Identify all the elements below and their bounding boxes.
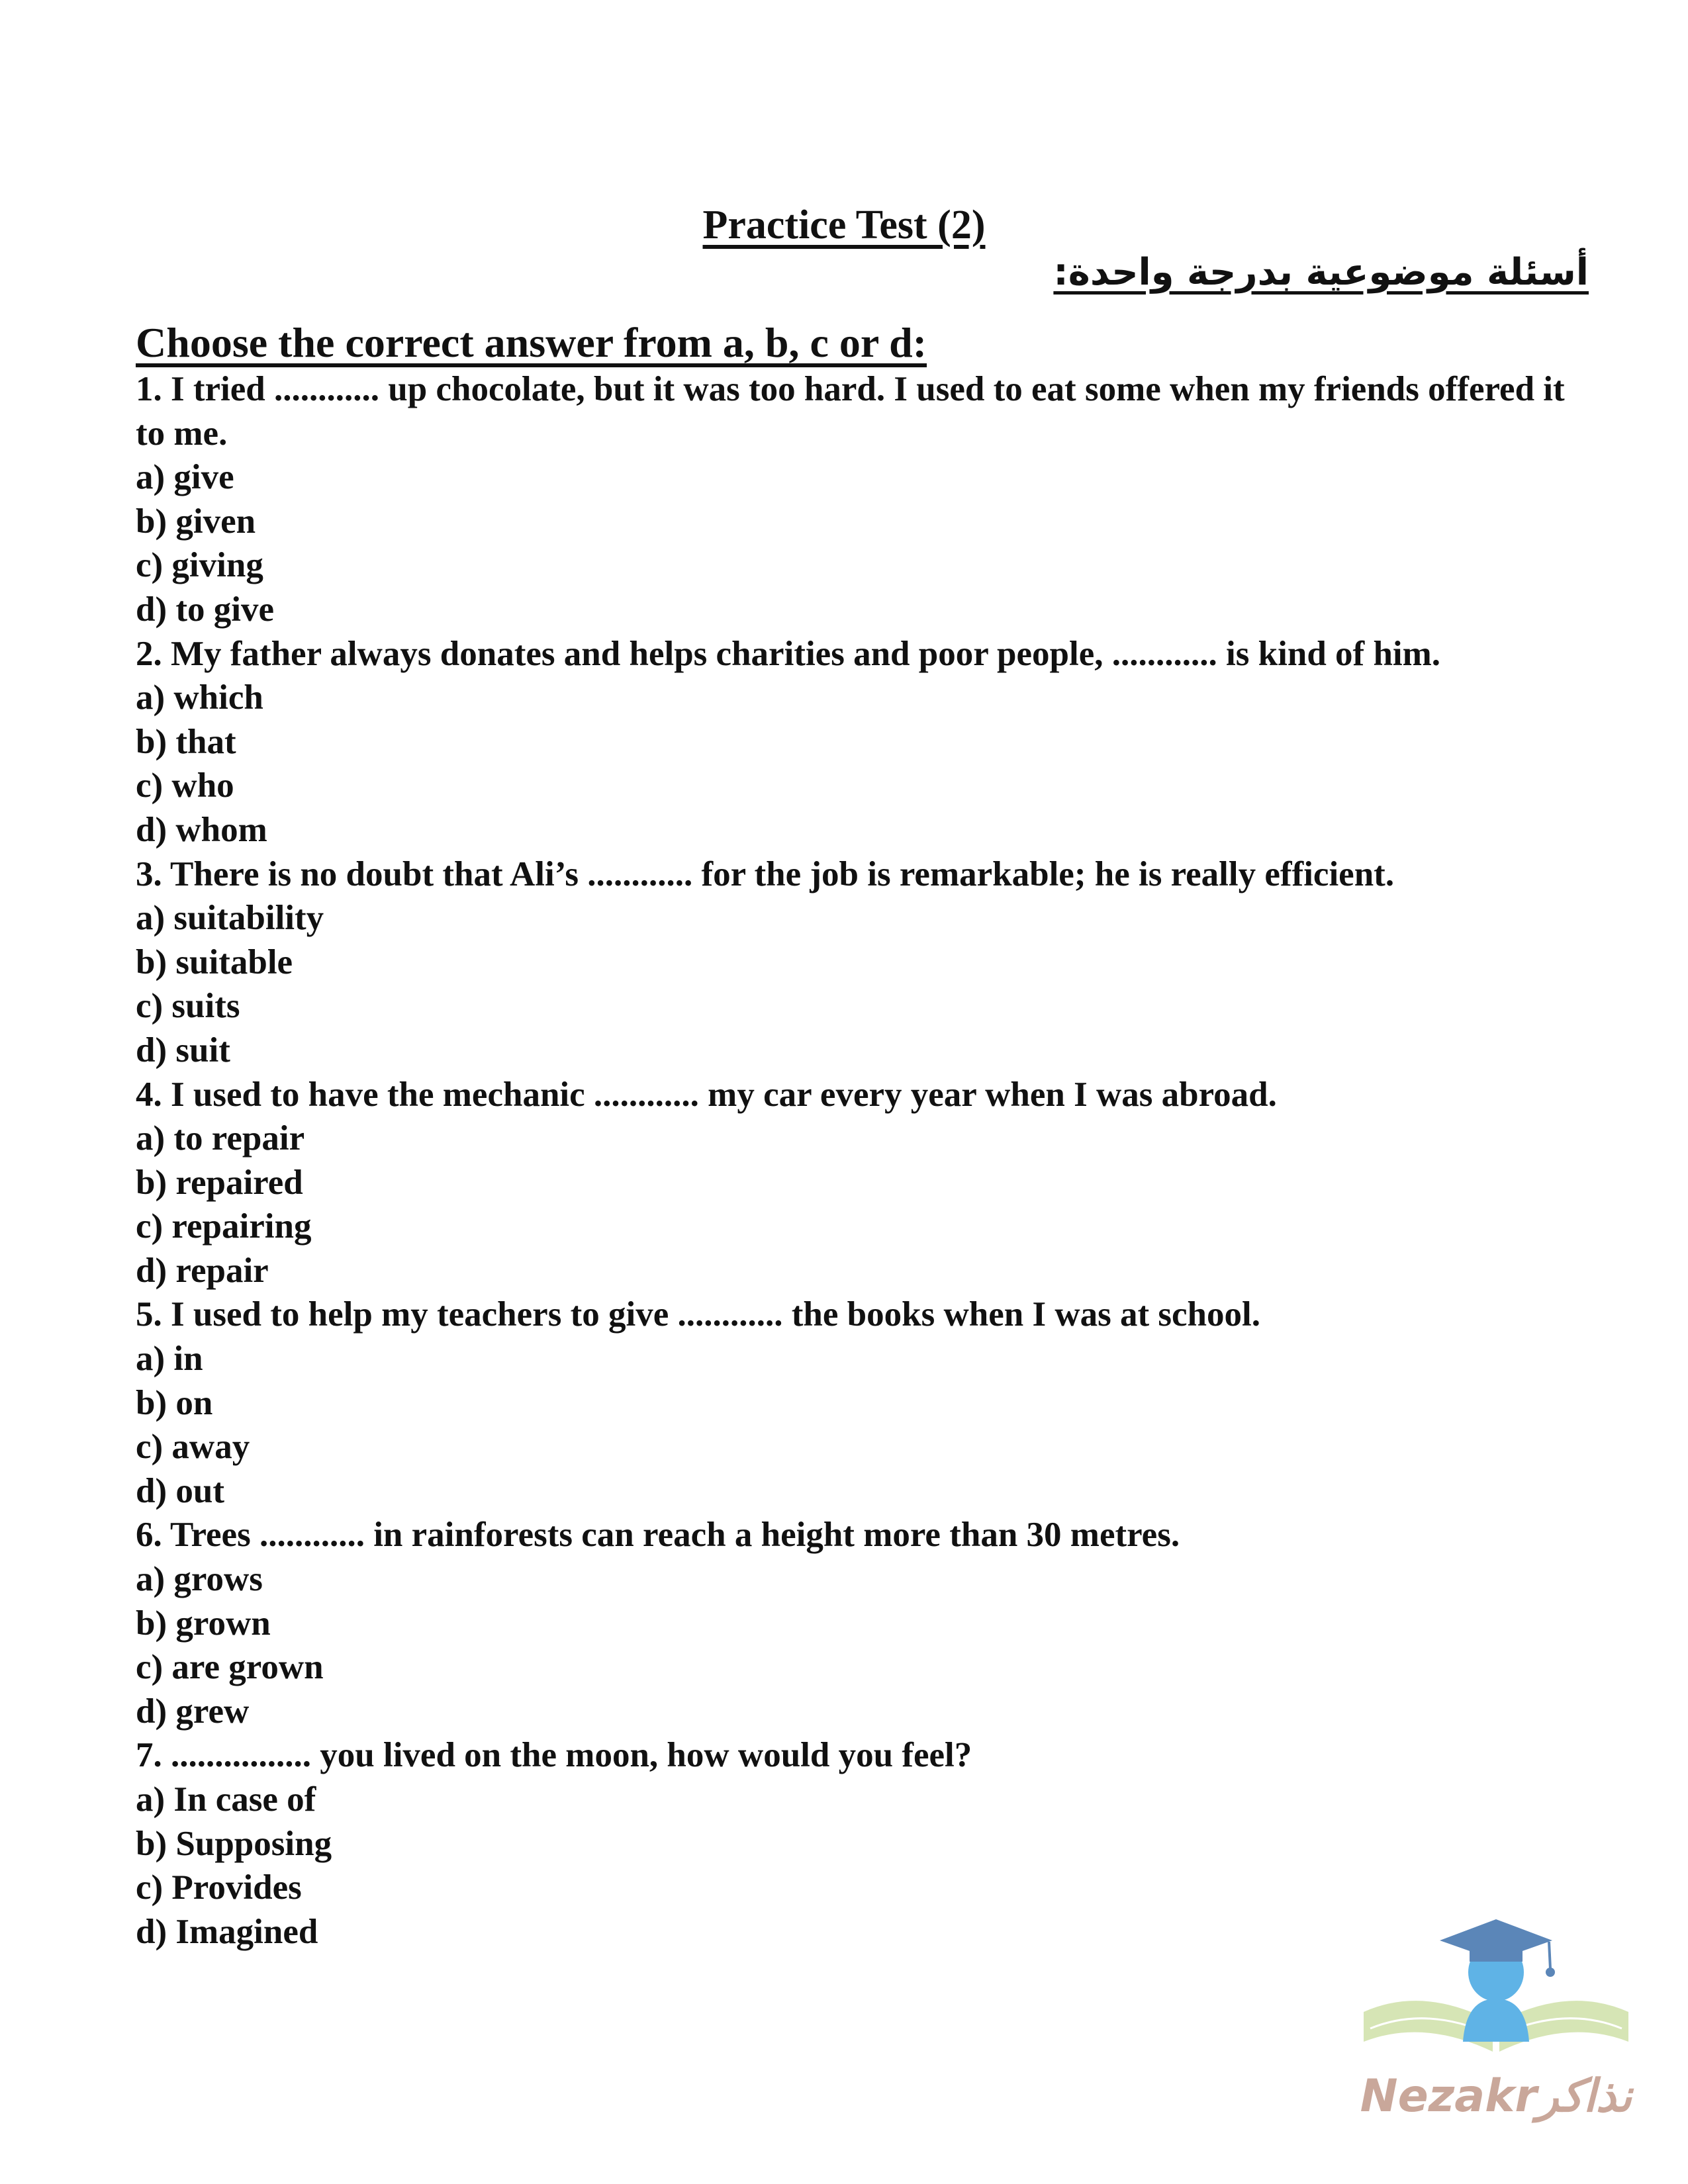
option-b: b) suitable [136, 942, 293, 981]
question-stem: 5. I used to help my teachers to give ............ the books when I was at school. [136, 1295, 1260, 1334]
option-c: c) who [136, 766, 234, 805]
question-2 [136, 632, 1582, 852]
arabic-subtitle: أسئلة موضوعية بدرجة واحدة: [1053, 251, 1589, 294]
nezakr-logo [1350, 1899, 1642, 2138]
option-d: d) to give [136, 590, 275, 629]
question-list [136, 367, 1582, 1954]
option-b: b) grown [136, 1604, 271, 1643]
option-d: d) whom [136, 810, 267, 849]
option-d: d) Imagined [136, 1912, 318, 1951]
page-title: Practice Test (2) [702, 203, 986, 248]
option-c: c) repairing [136, 1207, 312, 1246]
option-b: b) Supposing [136, 1824, 332, 1863]
question-3 [136, 852, 1582, 1073]
option-b: b) given [136, 502, 256, 541]
option-a: a) suitability [136, 899, 324, 938]
option-c: c) are grown [136, 1648, 324, 1687]
option-a: a) grows [136, 1560, 263, 1599]
option-a: a) in [136, 1340, 203, 1379]
question-stem: 2. My father always donates and helps charities and poor people, ............ is kind of him. [136, 634, 1441, 673]
option-b: b) that [136, 722, 236, 761]
question-4 [136, 1073, 1582, 1293]
option-d: d) grew [136, 1692, 250, 1731]
instruction-heading: Choose the correct answer from a, b, c or d: [136, 319, 927, 366]
option-b: b) on [136, 1383, 213, 1422]
logo-text: Nezakrنذاكر [1360, 2070, 1632, 2122]
question-stem: 1. I tried ............ up chocolate, but it was too hard. I used to eat some when my friends offered it to me. [136, 370, 1565, 453]
option-c: c) giving [136, 546, 263, 585]
question-stem: 3. There is no doubt that Ali’s ............ for the job is remarkable; he is really efficient. [136, 854, 1395, 893]
option-a: a) give [136, 458, 234, 497]
option-d: d) out [136, 1471, 225, 1510]
option-a: a) to repair [136, 1119, 305, 1158]
question-6 [136, 1513, 1582, 1733]
option-c: c) away [136, 1428, 250, 1467]
option-a: a) In case of [136, 1780, 316, 1819]
option-d: d) suit [136, 1030, 230, 1069]
option-a: a) which [136, 678, 263, 717]
option-d: d) repair [136, 1251, 269, 1290]
question-stem: 7. ................ you lived on the moon, how would you feel? [136, 1736, 972, 1775]
question-1 [136, 367, 1582, 632]
question-stem: 6. Trees ............ in rainforests can reach a height more than 30 metres. [136, 1516, 1180, 1555]
question-5 [136, 1293, 1582, 1513]
option-b: b) repaired [136, 1163, 303, 1202]
option-c: c) suits [136, 987, 240, 1026]
question-stem: 4. I used to have the mechanic ............ my car every year when I was abroad. [136, 1075, 1277, 1114]
option-c: c) Provides [136, 1868, 302, 1907]
